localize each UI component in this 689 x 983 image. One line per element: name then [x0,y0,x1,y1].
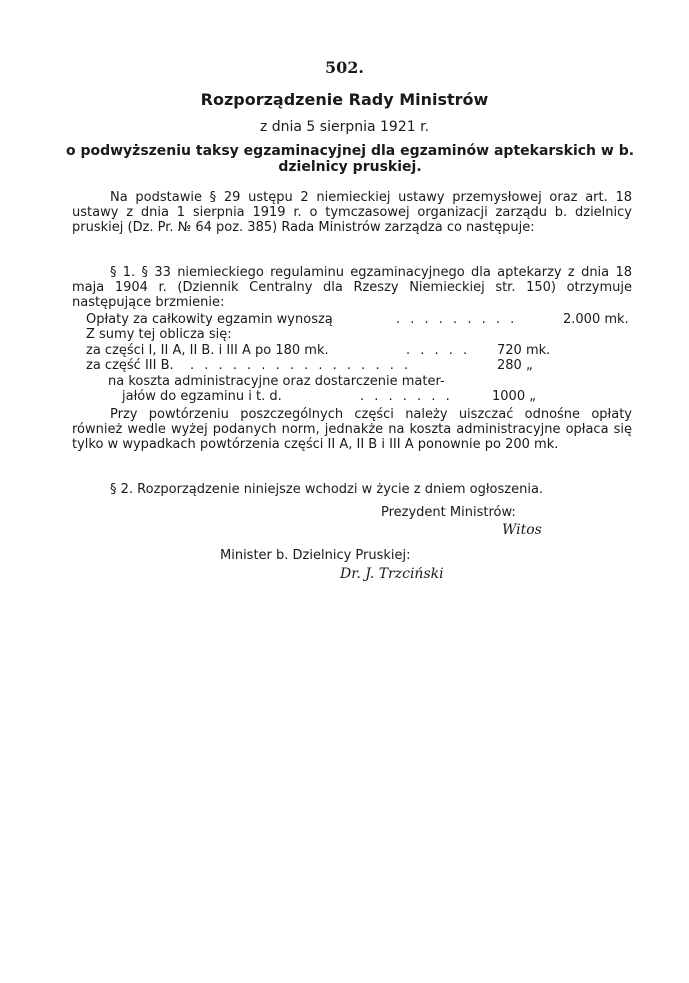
parts-2-value: 280 „ [497,358,533,373]
president-title: Prezydent Ministrów: [381,505,516,520]
fee-total-label: Opłaty za całkowity egzamin wynoszą [86,312,333,327]
parts-2-leader: . . . . . . . . . . . . . . . . [190,358,412,373]
section-2-paragraph: § 2. Rozporządzenie niniejsze wchodzi w życie z dniem ogłoszenia. [110,482,544,497]
parts-1-label: za części I, II A, II B. i III A po 180 mk. [86,343,329,358]
admin-label-1: na koszta administracyjne oraz dostarczenie mater- [108,374,445,389]
act-number: 502. [325,58,364,77]
admin-leader: . . . . . . . [360,389,453,404]
act-title: Rozporządzenie Rady Ministrów [200,90,489,109]
repeat-paragraph: Przy powtórzeniu poszczególnych części należy uiszczać odnośne opłaty również wedle wyżej podanych norm, jednakże na koszta administracyjne opłaca się tylko w wypadkach powtórzenia części II A, II B i III A ponownie po 200 mk. [72,407,632,452]
parts-1-value: 720 mk. [497,343,551,358]
minister-signature: Dr. J. Trzciński [340,566,444,582]
intro-paragraph: Na podstawie § 29 ustępu 2 niemieckiej ustawy przemysłowej oraz art. 18 ustawy z dnia 1 sierpnia 1919 r. o tymczasowej organizacji zarządu b. dzielnicy pruskiej (Dz. Pr. № 64 poz. 385) Rada Ministrów zarządza co następuje: [72,190,632,235]
fee-total-leader: . . . . . . . . . [396,312,518,327]
parts-2-label: za część III B. [86,358,174,373]
section-1-paragraph: § 1. § 33 niemieckiego regulaminu egzaminacyjnego dla aptekarzy z dnia 18 maja 1904 r. (Dziennik Centralny dla Rzeszy Niemieckiej str. 150) otrzymuje następujące brzmienie: [72,265,632,310]
president-signature: Witos [502,522,542,538]
minister-title: Minister b. Dzielnicy Pruskiej: [220,548,411,563]
act-date: z dnia 5 sierpnia 1921 r. [259,119,430,135]
fee-total-value: 2.000 mk. [563,312,629,327]
admin-value: 1000 „ [492,389,536,404]
breakdown-label: Z sumy tej oblicza się: [86,327,232,342]
admin-label-2: jałów do egzaminu i t. d. [122,389,282,404]
act-subject: o podwyższeniu taksy egzaminacyjnej dla egzaminów aptekarskich w b. dzielnicy pruskiej. [65,143,635,175]
parts-1-leader: . . . . . [406,343,471,358]
